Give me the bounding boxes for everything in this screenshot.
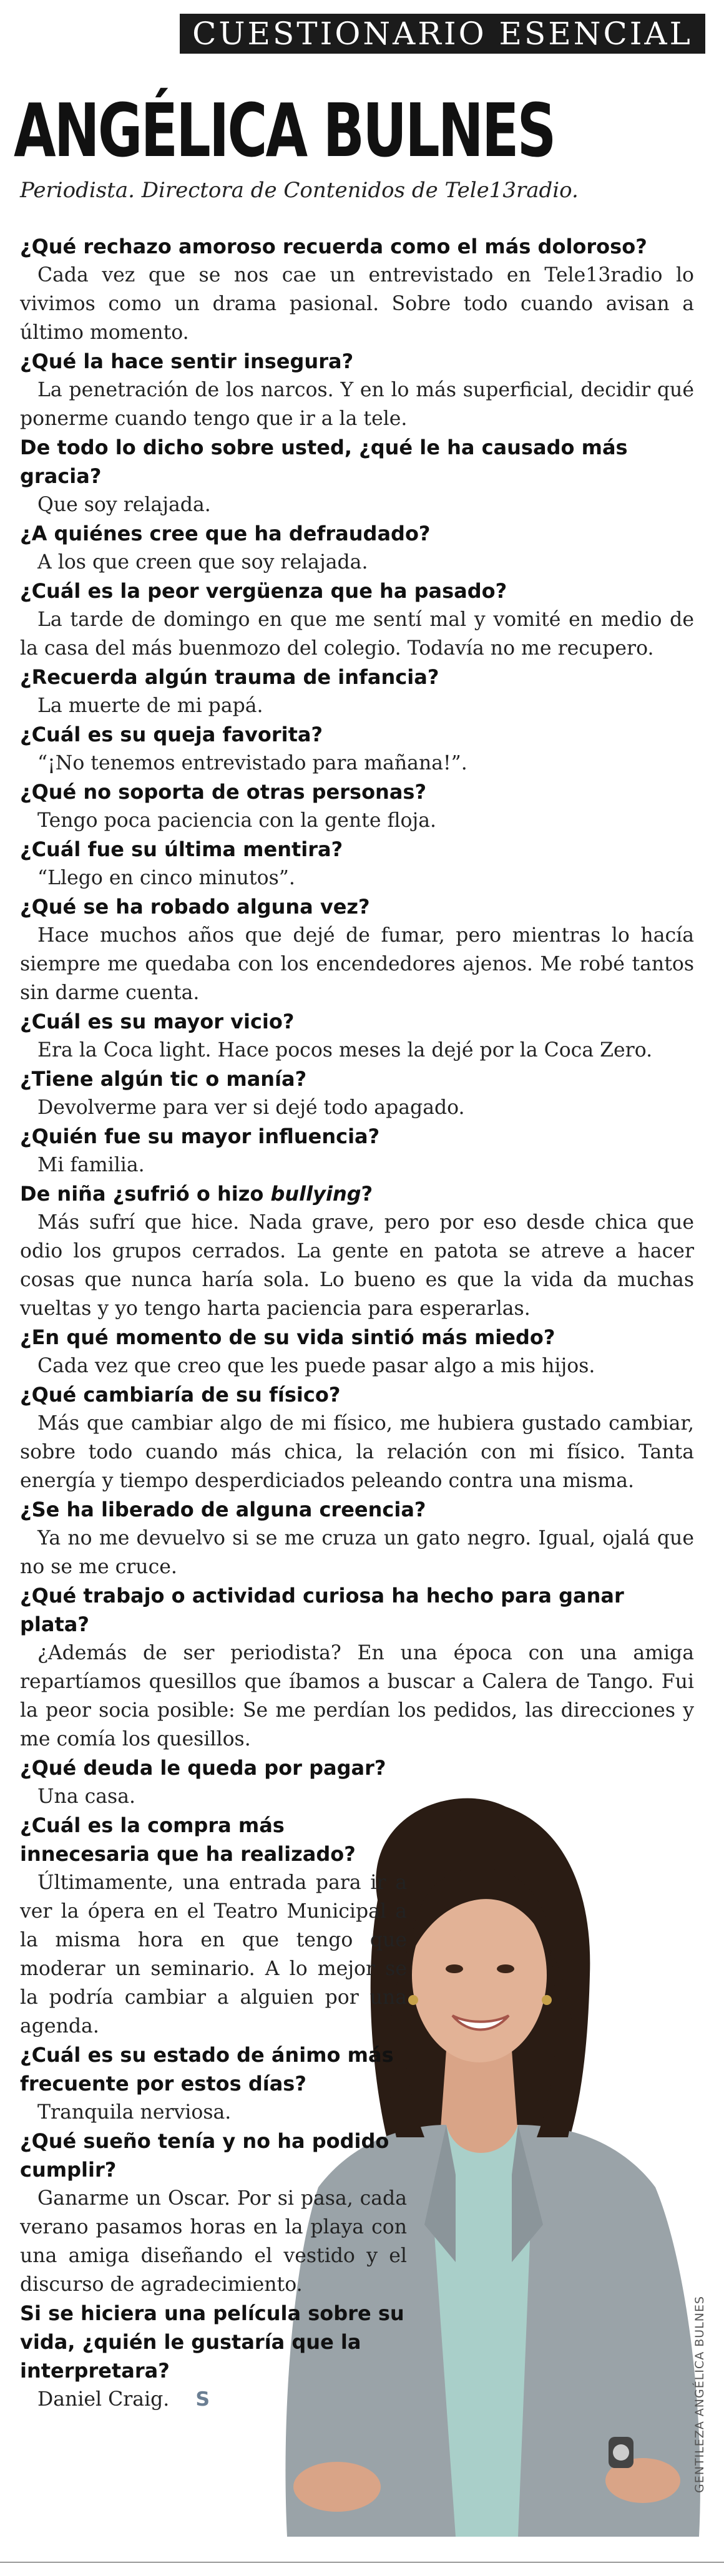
qa-item [20, 1007, 694, 1065]
answer: “¡No tenemos entrevistado para mañana!”. [37, 752, 467, 774]
qa-item [20, 232, 694, 347]
question: ¿Cuál es la compra más innecesaria que ha realizado? [20, 1813, 356, 1866]
qa-item [20, 2299, 407, 2414]
answer: Ganarme un Oscar. Por si pasa, cada verano pasamos horas en la playa con una amiga diseñando el vestido y el discurso de agradecimiento. [20, 2187, 407, 2296]
question: Si se hiciera una película sobre su vida, ¿quién le gustaría que la interpretara? [20, 2301, 404, 2383]
qa-item [20, 1065, 694, 1122]
answer: Era la Coca light. Hace pocos meses la dejé por la Coca Zero. [37, 1039, 653, 1061]
profile-subtitle: Periodista. Directora de Contenidos de Tele13radio. [20, 178, 579, 203]
answer: ¿Además de ser periodista? En una época con una amiga repartíamos quesillos que íbamos a buscar a Calera de Tango. Fui la peor socia posible: Se me perdían los pedidos, las direcciones y me comía los quesillos. [20, 1642, 694, 1750]
question: ¿En qué momento de su vida sintió más miedo? [20, 1325, 555, 1349]
answer: Últimamente, una entrada para ir a ver la ópera en el Teatro Municipal a la misma hora en que tengo que moderar un seminario. A lo mejor se la podría cambiar a alguien por una agenda. [20, 1871, 407, 2037]
question-text: De niña ¿sufrió o hizo [20, 1182, 271, 1206]
question: ¿Qué cambiaría de su físico? [20, 1383, 341, 1407]
qa-item [20, 720, 694, 778]
question: ¿Cuál es su mayor vicio? [20, 1010, 295, 1033]
answer: La tarde de domingo en que me sentí mal y vomité en medio de la casa del más buenmozo del colegio. Todavía no me recupero. [20, 608, 694, 660]
answer: Que soy relajada. [37, 494, 211, 516]
question: ¿Qué deuda le queda por pagar? [20, 1756, 386, 1780]
answer: A los que creen que soy relajada. [37, 551, 368, 573]
answer: “Llego en cinco minutos”. [37, 867, 295, 889]
question: ¿Qué la hace sentir insegura? [20, 349, 354, 373]
qa-item [20, 1122, 694, 1179]
question: ¿Qué trabajo o actividad curiosa ha hecho para ganar plata? [20, 1584, 624, 1636]
qa-item [20, 2041, 407, 2127]
qa-item [20, 663, 694, 720]
question: ¿Cuál es su queja favorita? [20, 723, 323, 746]
answer: La muerte de mi papá. [37, 695, 263, 717]
question: ¿Qué sueño tenía y no ha podido cumplir? [20, 2129, 389, 2182]
answer: Tranquila nerviosa. [37, 2101, 232, 2124]
qa-item [20, 1179, 694, 1323]
question: De todo lo dicho sobre usted, ¿qué le ha causado más gracia? [20, 436, 628, 488]
answer: Más que cambiar algo de mi físico, me hubiera gustado cambiar, sobre todo cuando más chica, la relación con mi físico. Tanta energía y tiempo desperdiciados peleando contra una misma. [20, 1412, 694, 1492]
qa-item [20, 1323, 694, 1380]
qa-item [20, 519, 694, 577]
question: ¿Qué se ha robado alguna vez? [20, 895, 370, 919]
question: ¿Cuál es la peor vergüenza que ha pasado? [20, 579, 507, 603]
question-emphasis: bullying [270, 1182, 361, 1206]
answer: Más sufrí que hice. Nada grave, pero por eso desde chica que odio los grupos cerrados. La gente en patota se atreve a hacer cosas que nunca haría sola. Lo bueno es que la vida da muchas vueltas y yo tengo harta paciencia para esperarlas. [20, 1211, 694, 1320]
answer: Cada vez que se nos cae un entrevistado en Tele13radio lo vivimos como un drama pasional. Sobre todo cuando avisan a último momento. [20, 264, 694, 344]
answer: Hace muchos años que dejé de fumar, pero mientras lo hacía siempre me quedaba con los encendedores ajenos. Me robé tantos sin darme cuenta. [20, 924, 694, 1004]
profile-name: ANGÉLICA BULNES [14, 87, 555, 173]
question: ¿Qué no soporta de otras personas? [20, 780, 427, 804]
answer: Una casa. [37, 1785, 136, 1808]
qa-item [20, 347, 694, 433]
qa-item [20, 1811, 407, 2041]
answer: Ya no me devuelvo si se me cruza un gato negro. Igual, ojalá que no se me cruce. [20, 1527, 694, 1578]
question: ¿A quiénes cree que ha defraudado? [20, 522, 431, 545]
answer-text: Daniel Craig. [37, 2388, 170, 2411]
qa-item [20, 1495, 694, 1581]
question-text: ? [361, 1182, 373, 1206]
end-mark: S [195, 2388, 210, 2411]
qa-item [20, 892, 694, 1007]
photo-credit: GENTILEZA ANGÉLICA BULNES [693, 2295, 707, 2493]
qa-item [20, 433, 694, 519]
question: ¿Recuerda algún trauma de infancia? [20, 665, 439, 689]
section-header: CUESTIONARIO ESENCIAL [180, 14, 705, 54]
answer: Cada vez que creo que les puede pasar algo a mis hijos. [37, 1355, 595, 1377]
question: ¿Se ha liberado de alguna creencia? [20, 1498, 426, 1521]
bottom-rule [0, 2562, 724, 2563]
qa-item [20, 2127, 407, 2299]
qa-item [20, 835, 694, 892]
answer [20, 2385, 407, 2414]
question: ¿Qué rechazo amoroso recuerda como el más doloroso? [20, 235, 647, 258]
qa-item [20, 1754, 694, 1811]
answer: Mi familia. [37, 1154, 145, 1176]
answer: Devolverme para ver si dejé todo apagado. [37, 1096, 465, 1119]
question [20, 1179, 694, 1208]
narrow-column [20, 1811, 407, 2414]
answer: Tengo poca paciencia con la gente floja. [37, 809, 437, 832]
qa-item [20, 577, 694, 663]
question: ¿Quién fue su mayor influencia? [20, 1125, 380, 1148]
qa-item [20, 1581, 694, 1754]
question: ¿Cuál es su estado de ánimo más frecuente por estos días? [20, 2043, 394, 2095]
question: ¿Tiene algún tic o manía? [20, 1067, 307, 1091]
qa-item [20, 778, 694, 835]
questionnaire-body [20, 232, 694, 2414]
answer: La penetración de los narcos. Y en lo más superficial, decidir qué ponerme cuando tengo que ir a la tele. [20, 379, 694, 430]
qa-item [20, 1380, 694, 1495]
question: ¿Cuál fue su última mentira? [20, 837, 343, 861]
